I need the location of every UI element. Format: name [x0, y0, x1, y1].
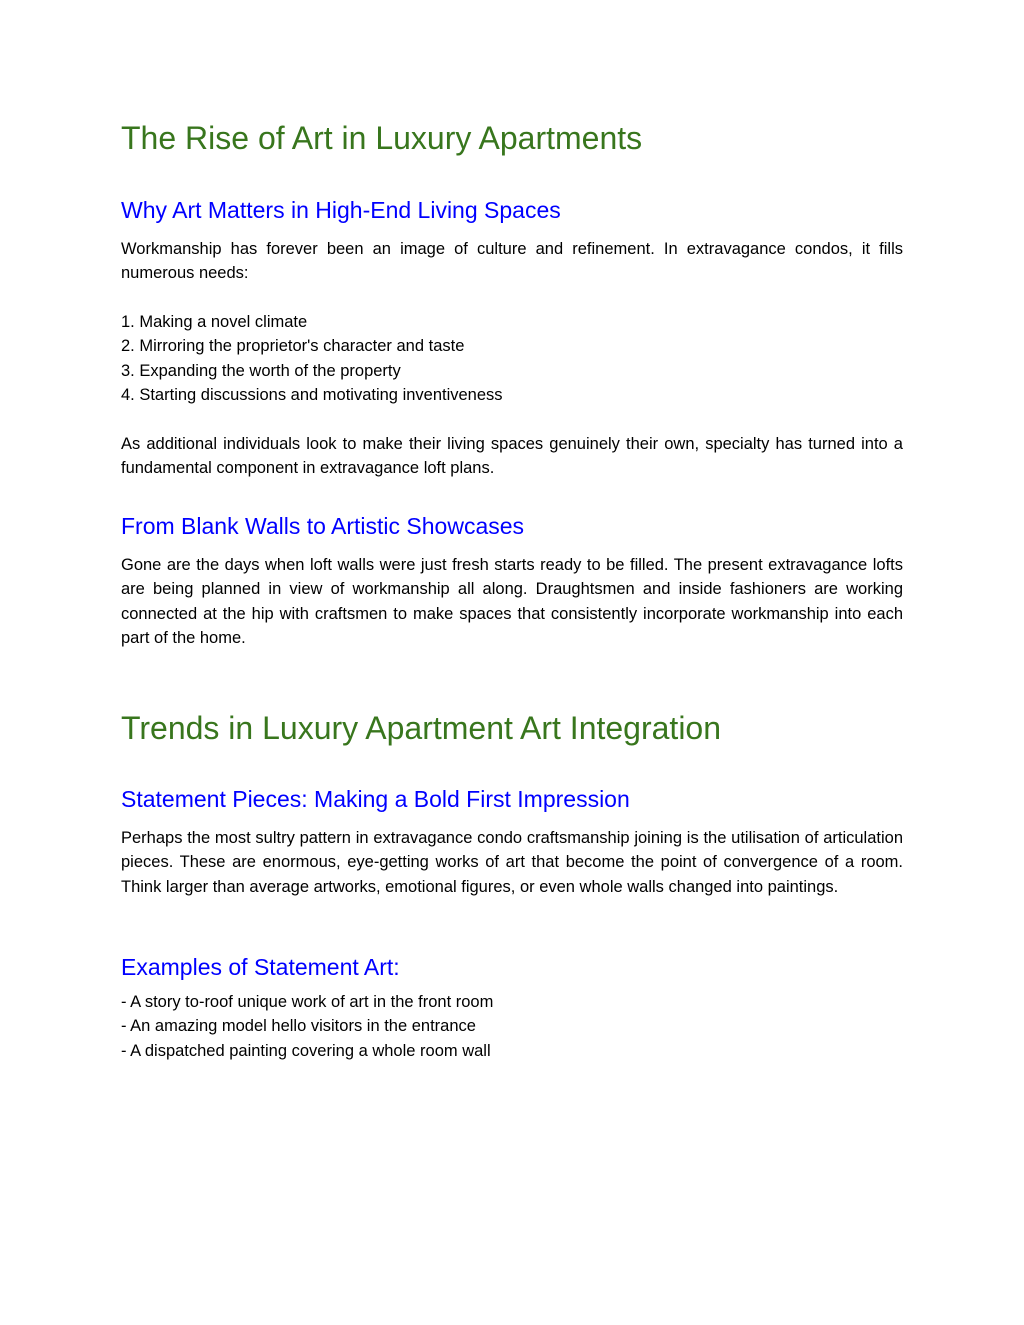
section-title-rise-of-art: The Rise of Art in Luxury Apartments	[121, 120, 643, 156]
paragraph-statement-pieces: Perhaps the most sultry pattern in extravagance condo craftsmanship joining is the utilisation of articulation pieces. These are enormous, eye-getting works of art that become the point of convergence of a room. Think larger than average artworks, emotional figures, or even whole walls changed into paintings.	[121, 829, 903, 896]
paragraph-blank-walls: Gone are the days when loft walls were just fresh starts ready to be filled. The present extravagance lofts are being planned in view of workmanship all along. Draughtsmen and inside fashioners are working connected at the hip with craftsmen to make spaces that consistently incorporate workmanship into each part of the home.	[121, 556, 903, 648]
list-item: - A story to-roof unique work of art in the front room	[121, 993, 494, 1011]
list-item: - An amazing model hello visitors in the entrance	[121, 1017, 476, 1036]
list-item: 3. Expanding the worth of the property	[121, 361, 401, 380]
paragraph-why-art-intro: Workmanship has forever been an image of culture and refinement. In extravagance condos, it fills numerous needs:	[121, 240, 903, 283]
subheading-why-art-matters: Why Art Matters in High-End Living Spaces	[121, 197, 561, 223]
paragraph-why-art-outro: As additional individuals look to make their living spaces genuinely their own, specialty has turned into a fundamental component in extravagance loft plans.	[121, 435, 903, 478]
subheading-blank-walls: From Blank Walls to Artistic Showcases	[121, 513, 525, 539]
list-item: - A dispatched painting covering a whole room wall	[121, 1041, 491, 1060]
list-item: 2. Mirroring the proprietor's character and taste	[121, 337, 465, 356]
list-item: 4. Starting discussions and motivating inventiveness	[121, 386, 503, 405]
subheading-examples-statement-art: Examples of Statement Art:	[121, 954, 400, 980]
numbered-list-art-needs	[121, 310, 503, 408]
list-item: 1. Making a novel climate	[121, 313, 308, 331]
bullet-list-statement-examples	[121, 990, 493, 1063]
section-title-trends: Trends in Luxury Apartment Art Integration	[121, 710, 722, 746]
subheading-statement-pieces: Statement Pieces: Making a Bold First Impression	[121, 786, 630, 812]
